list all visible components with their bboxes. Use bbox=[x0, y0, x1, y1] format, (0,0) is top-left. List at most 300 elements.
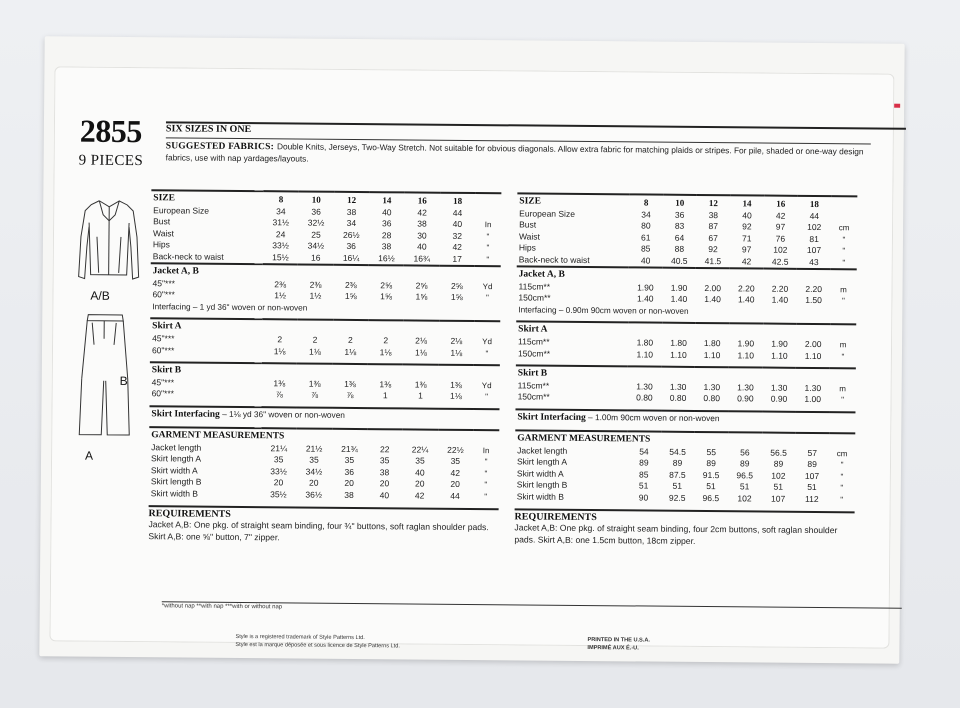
cell-value: 40 bbox=[742, 210, 752, 221]
cell-value: 89 bbox=[639, 457, 649, 468]
unit-label: Yd bbox=[482, 337, 493, 347]
cell-value: 38 bbox=[344, 489, 354, 500]
cell-value: 31½ bbox=[272, 217, 290, 228]
cell-value: 35 bbox=[450, 456, 461, 467]
suggested-fabrics bbox=[166, 137, 871, 169]
cell-value: 0.80 bbox=[703, 393, 721, 404]
cell-value: 44 bbox=[452, 207, 463, 218]
pieces-count: 9 PIECES bbox=[78, 152, 144, 170]
cell-value: 97 bbox=[775, 222, 786, 233]
cell-value: 92.5 bbox=[668, 492, 686, 503]
cell-value: 51 bbox=[672, 480, 683, 491]
cell-value: 1⅝ bbox=[344, 291, 357, 302]
cell-value: 35½ bbox=[270, 488, 287, 499]
cell-value: 96.5 bbox=[736, 470, 754, 481]
cell-value: 1.10 bbox=[771, 350, 788, 361]
row-label: Skirt width A bbox=[150, 464, 198, 476]
unit-label: " bbox=[842, 235, 846, 245]
imperial-table bbox=[149, 189, 502, 507]
row-label: 60"*** bbox=[151, 344, 175, 356]
row-label: 45"*** bbox=[151, 377, 175, 388]
cell-value: 1⅛ bbox=[414, 347, 427, 358]
cell-value: 1.30 bbox=[770, 382, 788, 393]
cell-value: 87.5 bbox=[669, 469, 686, 480]
unit-label: " bbox=[484, 468, 488, 478]
cell-value: 44 bbox=[450, 490, 460, 501]
unit-label: " bbox=[486, 254, 490, 264]
cell-value: 1⅛ bbox=[449, 391, 462, 402]
row-label: Jacket length bbox=[151, 442, 202, 453]
cell-value: 1.30 bbox=[737, 382, 754, 393]
cell-value: 36 bbox=[311, 206, 321, 217]
cell-value: 51 bbox=[706, 481, 716, 492]
skirt-sketch-label-b: B bbox=[119, 373, 128, 388]
cell-value: 55 bbox=[706, 446, 717, 458]
row-label: Skirt width A bbox=[516, 468, 564, 479]
cell-value: ⅞ bbox=[310, 390, 319, 401]
cell-value: 34 bbox=[346, 218, 357, 229]
cell-value: 97 bbox=[741, 244, 752, 255]
cell-value: 42.5 bbox=[771, 256, 789, 267]
cell-value: 42 bbox=[450, 467, 461, 478]
cell-value: 35 bbox=[415, 455, 425, 466]
cell-value: 56.5 bbox=[770, 447, 787, 458]
cell-value: 41.5 bbox=[704, 255, 722, 266]
cell-value: 1.90 bbox=[771, 338, 788, 350]
cell-value: 51 bbox=[638, 480, 649, 491]
skirt-interfacing-text: – 1⅛ yd 36" woven or non-woven bbox=[222, 408, 346, 420]
top-rule bbox=[166, 121, 906, 129]
size-header: 18 bbox=[440, 193, 475, 208]
cell-value: 32½ bbox=[307, 217, 325, 229]
jacket-interfacing-note: Interfacing – 1 yd 36" woven or non-woven bbox=[152, 302, 308, 313]
cell-value: 36 bbox=[674, 209, 685, 220]
row-label: Hips bbox=[152, 239, 170, 250]
skirt-interfacing-title: Skirt Interfacing bbox=[151, 409, 220, 420]
cell-value: 16 bbox=[311, 252, 321, 263]
cell-value: 20 bbox=[415, 478, 425, 489]
cell-value: 1.00 bbox=[804, 394, 822, 405]
size-header: 16 bbox=[764, 196, 798, 211]
row-label: Skirt width B bbox=[150, 487, 199, 499]
cell-value: 42 bbox=[452, 242, 462, 253]
cell-value: 32 bbox=[452, 230, 463, 241]
size-header: 14 bbox=[730, 195, 764, 210]
cell-value: 40 bbox=[452, 219, 463, 230]
cell-value: 20 bbox=[309, 477, 319, 488]
cell-value: 2⅛ bbox=[415, 335, 428, 346]
cell-value: 102 bbox=[737, 492, 752, 503]
cell-value: 2.20 bbox=[771, 283, 789, 294]
skirt-b-section-title: Skirt B bbox=[150, 362, 500, 380]
cell-value: 36 bbox=[346, 241, 356, 252]
cell-value: 1 bbox=[418, 391, 423, 402]
unit-label: " bbox=[842, 246, 846, 256]
cell-value: 112 bbox=[805, 493, 819, 504]
row-label: 115cm** bbox=[518, 336, 550, 347]
cell-value: 1⅜ bbox=[344, 378, 356, 390]
size-header-label: SIZE bbox=[151, 190, 263, 206]
size-header-spacer bbox=[831, 196, 857, 211]
sizes-title: SIX SIZES IN ONE bbox=[165, 123, 252, 136]
cell-value: 2 bbox=[312, 334, 318, 345]
cell-value: 38 bbox=[417, 218, 427, 230]
imperial-requirements-text: Jacket A,B: One pkg. of straight seam binding, four ¾" buttons, soft raglan shoulder pads. Skirt A,B: one ⅝" button, 7" zipper. bbox=[148, 519, 489, 543]
cell-value: 85 bbox=[638, 469, 649, 480]
imperial-requirements-title: REQUIREMENTS bbox=[149, 505, 499, 523]
cell-value: 2⅝ bbox=[380, 280, 393, 291]
cell-value: 38 bbox=[379, 466, 390, 477]
unit-label: " bbox=[841, 296, 845, 306]
cell-value: 107 bbox=[804, 470, 820, 481]
trademark-line-1: Style is a registered trademark of Style Patterns Ltd. bbox=[235, 633, 365, 642]
cell-value: 90 bbox=[638, 491, 649, 503]
cell-value: 34½ bbox=[305, 466, 323, 477]
cell-value: 85 bbox=[640, 243, 651, 254]
size-header-label: SIZE bbox=[517, 193, 629, 209]
cell-value: 107 bbox=[806, 245, 822, 256]
cell-value: 25 bbox=[311, 229, 321, 240]
cell-value: 33½ bbox=[272, 240, 289, 251]
unit-label: Yd bbox=[481, 381, 492, 391]
cell-value: 56 bbox=[740, 447, 750, 458]
row-label: Jacket length bbox=[517, 445, 568, 456]
row-label: Bust bbox=[153, 216, 171, 227]
jacket-section-title: Jacket A, B bbox=[151, 263, 501, 281]
row-label: European Size bbox=[153, 205, 210, 216]
unit-label bbox=[475, 208, 501, 220]
cell-value: 88 bbox=[674, 243, 685, 255]
row-label: 45"*** bbox=[152, 333, 175, 344]
row-label: 150cm** bbox=[518, 292, 551, 304]
cell-value: 54.5 bbox=[669, 446, 686, 457]
metric-table bbox=[515, 192, 858, 510]
cell-value: 71 bbox=[742, 233, 752, 244]
cell-value: 54 bbox=[639, 446, 649, 457]
cell-value: 40 bbox=[417, 241, 427, 252]
cell-value: 1.50 bbox=[805, 295, 822, 306]
metric-requirements-text: Jacket A,B: One pkg. of straight seam binding, four 2cm buttons, soft raglan shoulder pads. Skirt A,B: one 1.5cm button, 18cm zipper. bbox=[514, 522, 838, 546]
skirt-a-section-title: Skirt A bbox=[150, 318, 500, 336]
cell-value: 40 bbox=[640, 255, 651, 266]
row-label: 115cm** bbox=[517, 380, 550, 391]
size-header: 8 bbox=[263, 191, 298, 206]
cell-value: 1.90 bbox=[637, 282, 654, 293]
cell-value: 2⅜ bbox=[274, 279, 287, 290]
cell-value: 1.90 bbox=[737, 338, 755, 349]
pattern-number: 2855 bbox=[79, 112, 143, 150]
cell-value: 0.80 bbox=[669, 393, 687, 404]
cell-value: 51 bbox=[773, 481, 784, 492]
garment-measurements-section-title: GARMENT MEASUREMENTS bbox=[515, 430, 855, 448]
row-label: 150cm** bbox=[517, 348, 551, 359]
cell-value: 21½ bbox=[305, 443, 323, 454]
cell-value: 44 bbox=[809, 210, 820, 222]
cell-value: 89 bbox=[773, 458, 784, 470]
cell-value: 40 bbox=[415, 467, 425, 478]
cell-value: 2⅜ bbox=[309, 279, 322, 290]
size-header: 12 bbox=[334, 192, 369, 207]
cell-value: 1.40 bbox=[636, 293, 654, 305]
printed-in-text bbox=[587, 636, 650, 653]
cell-value: 20 bbox=[450, 478, 460, 489]
unit-label: " bbox=[841, 395, 845, 405]
cell-value: 1.10 bbox=[804, 350, 822, 361]
cell-value: 87 bbox=[708, 221, 719, 232]
cell-value: 1⅝ bbox=[415, 291, 428, 303]
cell-value: 96.5 bbox=[702, 492, 720, 503]
unit-label: " bbox=[840, 460, 844, 470]
cell-value: 1⅛ bbox=[309, 346, 321, 357]
cell-value: 34 bbox=[641, 209, 651, 220]
unit-label: " bbox=[840, 471, 844, 481]
row-label: Skirt width B bbox=[516, 490, 565, 502]
cell-value: 36 bbox=[381, 218, 392, 229]
trademark-line-2: Style est la marque déposée et sous licence de Style Patterns Ltd. bbox=[235, 641, 400, 650]
size-header: 8 bbox=[629, 194, 663, 209]
cell-value: 89 bbox=[807, 459, 817, 470]
unit-label: " bbox=[484, 480, 488, 490]
unit-label: Yd bbox=[482, 282, 493, 292]
row-label: 60"*** bbox=[152, 289, 175, 300]
row-label: Waist bbox=[518, 231, 540, 242]
cell-value: 61 bbox=[641, 232, 651, 243]
skirt-interfacing-title: Skirt Interfacing bbox=[517, 412, 586, 423]
unit-label: cm bbox=[836, 449, 848, 459]
unit-label: " bbox=[841, 351, 845, 361]
cell-value: 1⅝ bbox=[380, 291, 393, 302]
skirt-interfacing-row bbox=[149, 406, 499, 424]
pattern-sheet bbox=[49, 66, 894, 648]
cell-value: 1.30 bbox=[804, 382, 822, 394]
row-label: Hips bbox=[518, 242, 536, 253]
cell-value: 2⅝ bbox=[415, 280, 428, 291]
size-header-spacer bbox=[475, 193, 501, 208]
unit-label: m bbox=[839, 384, 847, 394]
cell-value: 1.40 bbox=[737, 294, 755, 305]
size-header: 18 bbox=[798, 196, 832, 211]
cell-value: 76 bbox=[775, 233, 786, 244]
unit-label: " bbox=[486, 231, 490, 241]
cell-value: 1.40 bbox=[771, 295, 789, 306]
cell-value: 20 bbox=[273, 477, 284, 488]
skirt-b-section-title: Skirt B bbox=[516, 365, 856, 383]
cell-value: ⅞ bbox=[275, 389, 283, 400]
row-label: Skirt length A bbox=[150, 453, 202, 464]
row-label: 60"*** bbox=[151, 388, 175, 399]
unit-label: In bbox=[484, 220, 492, 230]
cell-value: 40.5 bbox=[670, 255, 688, 266]
unit-label: " bbox=[486, 243, 490, 253]
cell-value: 36½ bbox=[305, 489, 323, 500]
cell-value: 1.10 bbox=[737, 349, 755, 361]
cell-value: 21¼ bbox=[270, 443, 288, 454]
imperial-column bbox=[148, 189, 501, 545]
cell-value: 22½ bbox=[447, 444, 464, 455]
row-label: Skirt length B bbox=[516, 479, 568, 490]
cell-value: 1⅛ bbox=[273, 345, 286, 357]
cell-value: 1⅜ bbox=[414, 379, 427, 390]
unit-label: " bbox=[485, 293, 489, 303]
size-header: 14 bbox=[369, 192, 404, 207]
cell-value: 22 bbox=[379, 444, 390, 455]
cell-value: 38 bbox=[346, 206, 357, 217]
row-label: Skirt length A bbox=[516, 456, 568, 468]
cell-value: 107 bbox=[771, 493, 786, 504]
cell-value: 1½ bbox=[309, 291, 322, 302]
fabrics-text: Double Knits, Jerseys, Two-Way Stretch. Not suitable for obvious diagonals. Allow extra fabric for matching plaids or stripes. For pile, shaded or one-way design fabrics, use with nap yardages/layouts. bbox=[165, 141, 864, 164]
cell-value: 1.80 bbox=[670, 337, 687, 349]
cell-value: 17 bbox=[452, 253, 462, 264]
cell-value: 1.40 bbox=[704, 294, 721, 305]
cell-value: 2 bbox=[383, 335, 389, 346]
unit-label: " bbox=[484, 491, 488, 501]
unit-label: " bbox=[840, 494, 844, 504]
cell-value: 35 bbox=[273, 454, 284, 465]
size-header: 16 bbox=[405, 192, 440, 207]
cell-value: 0.90 bbox=[737, 393, 754, 404]
cell-value: 24 bbox=[275, 229, 286, 240]
cell-value: 35 bbox=[344, 455, 355, 466]
garment-measurements-section-title: GARMENT MEASUREMENTS bbox=[149, 427, 499, 445]
cell-value: 40 bbox=[382, 207, 392, 218]
size-header: 10 bbox=[299, 191, 334, 206]
cell-value: 1⅝ bbox=[450, 292, 463, 303]
unit-label: In bbox=[482, 445, 490, 456]
cell-value: 16½ bbox=[378, 252, 395, 263]
nap-footnote: *without nap **with nap ***with or without nap bbox=[162, 601, 902, 615]
cell-value: 64 bbox=[674, 232, 685, 243]
cell-value: 26½ bbox=[343, 229, 360, 240]
cell-value: 92 bbox=[708, 244, 718, 255]
cell-value: 1½ bbox=[274, 290, 287, 301]
cell-value: 35 bbox=[379, 455, 390, 466]
row-label: 115cm** bbox=[518, 281, 551, 292]
cell-value: 2.00 bbox=[804, 339, 822, 350]
metric-column bbox=[514, 192, 857, 548]
cell-value: 33½ bbox=[270, 465, 287, 477]
cell-value: 42 bbox=[414, 490, 425, 501]
unit-label: " bbox=[485, 392, 489, 402]
unit-label: " bbox=[840, 483, 844, 493]
cell-value: 21¾ bbox=[341, 443, 358, 454]
fabrics-title: SUGGESTED FABRICS: bbox=[165, 141, 275, 153]
cell-value: 1.30 bbox=[669, 381, 687, 392]
cell-value: 20 bbox=[379, 478, 390, 489]
row-label: Skirt length B bbox=[150, 476, 202, 487]
cell-value: 102 bbox=[773, 244, 788, 255]
skirt-a-section-title: Skirt A bbox=[516, 322, 856, 340]
jacket-section-title: Jacket A, B bbox=[517, 266, 857, 284]
cell-value: 2.00 bbox=[704, 283, 721, 294]
cell-value: 1.10 bbox=[636, 349, 654, 360]
jacket-sketch-label: A/B bbox=[90, 288, 110, 303]
jacket-interfacing-note: Interfacing – 0.90m 90cm woven or non-woven bbox=[518, 305, 689, 316]
metric-requirements-title: REQUIREMENTS bbox=[514, 508, 854, 525]
cell-value: 51 bbox=[739, 481, 750, 492]
size-header: 12 bbox=[697, 195, 731, 210]
metric-requirements bbox=[514, 508, 854, 548]
cell-value: 35 bbox=[309, 454, 319, 465]
cell-value: 30 bbox=[417, 230, 427, 241]
unit-label: m bbox=[839, 340, 847, 350]
cell-value: 38 bbox=[708, 210, 719, 221]
cell-value: 1.30 bbox=[703, 382, 721, 393]
cell-value: 2 bbox=[347, 335, 353, 346]
cell-value: 34 bbox=[276, 206, 286, 217]
cell-value: 2.20 bbox=[805, 283, 822, 295]
cell-value: ⅞ bbox=[346, 390, 354, 401]
cell-value: 51 bbox=[807, 482, 817, 493]
cell-value: 67 bbox=[708, 232, 718, 243]
skirt-interfacing bbox=[515, 409, 855, 427]
cell-value: 20 bbox=[344, 477, 354, 489]
cell-value: 1⅛ bbox=[344, 346, 357, 357]
cell-value: 2 bbox=[277, 334, 283, 345]
row-label: Back-neck to waist bbox=[518, 254, 590, 265]
cell-value: 1.10 bbox=[670, 349, 687, 360]
cell-value: 38 bbox=[381, 241, 392, 252]
cell-value: 1⅛ bbox=[379, 346, 392, 357]
cell-value: 89 bbox=[672, 458, 683, 469]
cell-value: 80 bbox=[641, 220, 651, 231]
cell-value: 1⅛ bbox=[450, 347, 463, 358]
cell-value: 2.20 bbox=[738, 283, 755, 294]
row-label: European Size bbox=[519, 208, 576, 219]
row-label: Back-neck to waist bbox=[152, 250, 224, 262]
row-label: Waist bbox=[152, 228, 174, 239]
cell-value: 92 bbox=[742, 221, 752, 232]
cell-value: 89 bbox=[740, 458, 750, 469]
cell-value: 43 bbox=[809, 256, 819, 267]
cell-value: 1⅜ bbox=[450, 379, 462, 390]
unit-label: " bbox=[485, 348, 489, 358]
jacket-sketch-icon bbox=[73, 197, 146, 288]
size-header: 10 bbox=[663, 195, 697, 210]
row-label: 45"*** bbox=[152, 278, 176, 289]
row-label: Bust bbox=[519, 219, 537, 230]
cell-value: 34½ bbox=[307, 240, 325, 251]
cell-value: 83 bbox=[674, 221, 685, 232]
cell-value: 0.90 bbox=[770, 394, 788, 405]
imperial-requirements bbox=[148, 505, 498, 546]
cell-value: 1⅜ bbox=[308, 378, 321, 389]
skirt-interfacing bbox=[149, 406, 499, 424]
skirt-interfacing-text: – 1.00m 90cm woven or non-woven bbox=[588, 411, 720, 424]
unit-label: " bbox=[842, 257, 846, 267]
cell-value: 89 bbox=[706, 458, 716, 469]
trademark-text bbox=[235, 633, 400, 650]
skirt-sketch-label-a: A bbox=[85, 448, 94, 463]
cell-value: 2⅝ bbox=[450, 280, 463, 291]
cell-value: 36 bbox=[344, 466, 355, 477]
cell-value: 42 bbox=[741, 255, 752, 267]
cell-value: 2⅛ bbox=[450, 336, 463, 347]
cell-value: 1.80 bbox=[703, 338, 721, 349]
cell-value: 16¾ bbox=[413, 253, 431, 264]
cell-value: 1.10 bbox=[703, 349, 721, 360]
cell-value: 40 bbox=[379, 489, 390, 500]
skirt-interfacing-row bbox=[515, 409, 855, 427]
cell-value: 1.30 bbox=[636, 381, 653, 392]
unit-label bbox=[831, 211, 857, 223]
cell-value: 1⅜ bbox=[379, 379, 392, 390]
unit-label: " bbox=[484, 457, 488, 467]
printed-line-1: PRINTED IN THE U.S.A. bbox=[587, 637, 650, 644]
row-label: 150cm** bbox=[517, 391, 550, 403]
cell-value: 2⅜ bbox=[344, 279, 357, 291]
pattern-envelope-back bbox=[39, 36, 904, 663]
